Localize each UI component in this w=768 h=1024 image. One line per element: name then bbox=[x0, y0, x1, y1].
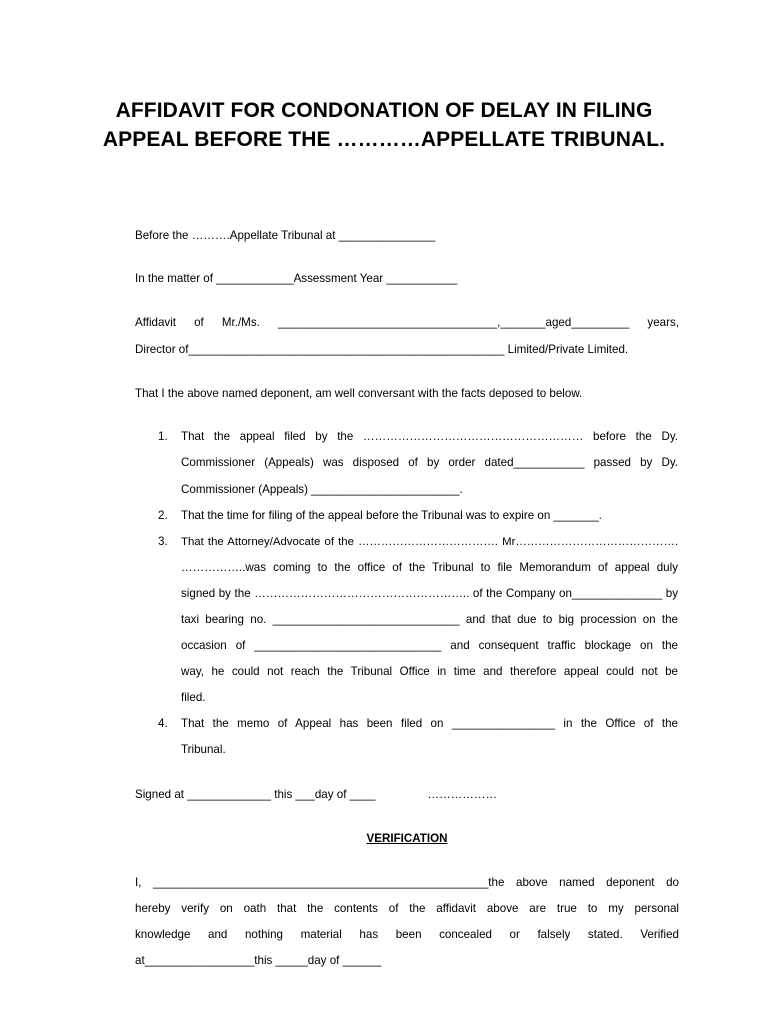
director-line: Director of_________________________________________________ Limited/Private Limited. bbox=[135, 343, 629, 356]
item-number: 2. bbox=[158, 509, 168, 522]
verification-heading: VERIFICATION bbox=[366, 832, 448, 845]
item-3-line-2: ……………..was coming to the office of the Tribunal to file Memorandum of appeal duly bbox=[181, 561, 678, 574]
item-4-line-2: Tribunal. bbox=[181, 743, 226, 756]
item-4-line-1: That the memo of Appeal has been filed on ________________ in the Office of the bbox=[181, 717, 678, 730]
item-3-line-6: way, he could not reach the Tribunal Office in time and therefore appeal could not be bbox=[181, 665, 678, 678]
item-3-line-3: signed by the ……………………………………………….. of the Company on______________ by bbox=[181, 587, 678, 600]
item-number: 1. bbox=[158, 430, 168, 443]
item-1-line-2: Commissioner (Appeals) was disposed of by order dated___________ passed by Dy. bbox=[181, 456, 678, 469]
signed-text: Signed at _____________ this ___day of ____ bbox=[135, 788, 376, 801]
signed-line bbox=[135, 788, 679, 802]
verification-line-4: at_________________this _____day of ______ bbox=[135, 954, 382, 967]
item-2-line-1: That the time for filing of the appeal before the Tribunal was to expire on _______. bbox=[181, 509, 602, 522]
verification-line-1: I, ____________________________________________________the above named deponent do bbox=[135, 876, 679, 889]
item-number: 4. bbox=[158, 717, 168, 730]
item-3-line-7: filed. bbox=[181, 691, 206, 704]
deponent-statement: That I the above named deponent, am well conversant with the facts deposed to below. bbox=[135, 387, 583, 400]
item-1-line-3: Commissioner (Appeals) _______________________. bbox=[181, 483, 463, 496]
title-line-1: AFFIDAVIT FOR CONDONATION OF DELAY IN FILING bbox=[115, 99, 653, 122]
item-3-line-5: occasion of _____________________________ and consequent traffic blockage on the bbox=[181, 639, 678, 652]
signed-dots: ……………… bbox=[427, 788, 498, 801]
verification-line-3: knowledge and nothing material has been concealed or falsely stated. Verified bbox=[135, 928, 679, 941]
document-title bbox=[100, 96, 668, 154]
item-1-line-1: That the appeal filed by the ………………………………………………… before the Dy. bbox=[181, 430, 678, 443]
tribunal-line: Before the ……….Appellate Tribunal at _______________ bbox=[135, 229, 436, 242]
matter-line: In the matter of ____________Assessment Year ___________ bbox=[135, 272, 458, 285]
item-number: 3. bbox=[158, 535, 168, 548]
affidavit-of-line: Affidavit of Mr./Ms. __________________________________,_______aged_________ years, bbox=[135, 316, 679, 329]
item-3-line-4: taxi bearing no. _____________________________ and that due to big procession on the bbox=[181, 613, 678, 626]
title-line-2: APPEAL BEFORE THE …………APPELLATE TRIBUNAL. bbox=[102, 128, 666, 151]
item-3-line-1: That the Attorney/Advocate of the ………………………………. Mr……………………………………. bbox=[181, 536, 678, 548]
verification-line-2: hereby verify on oath that the contents of the affidavit above are true to my personal bbox=[135, 902, 679, 915]
